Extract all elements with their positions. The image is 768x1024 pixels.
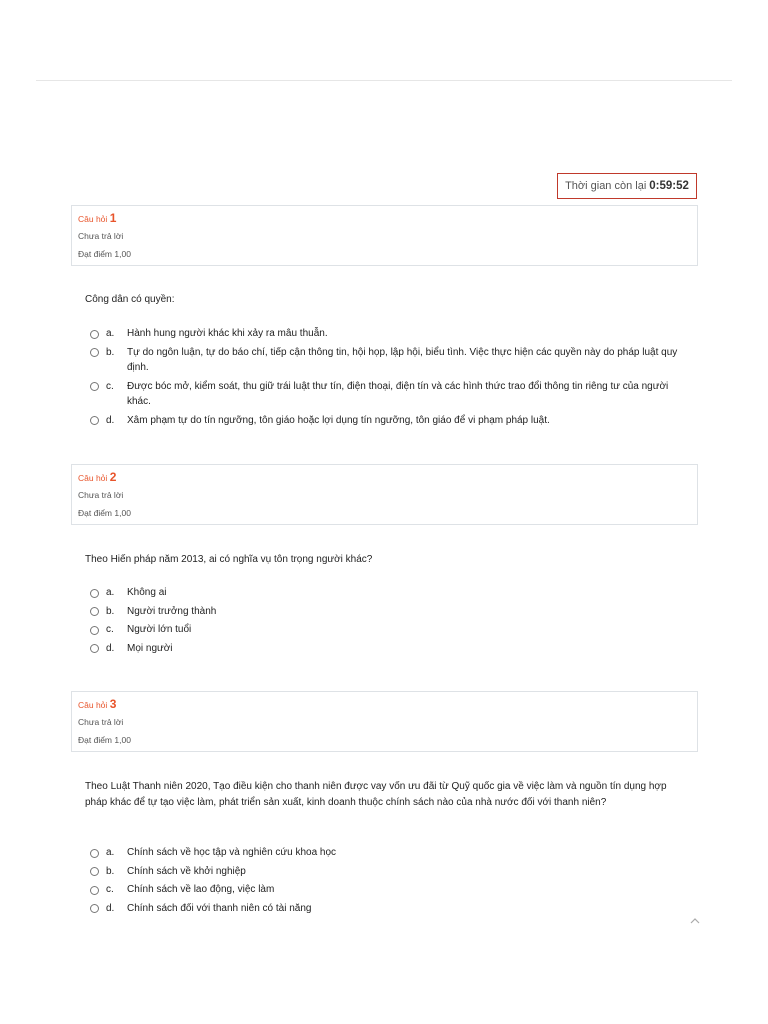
answer-option[interactable]: a. Không ai [90, 585, 690, 601]
answer-option[interactable]: b. Tự do ngôn luận, tự do báo chí, tiếp cận thông tin, hội họp, lập hội, biểu tình. Việc thực hiện các quyền này do pháp luật quy định. [90, 345, 690, 376]
answer-option[interactable]: a. Chính sách về học tập và nghiên cứu khoa học [90, 845, 690, 861]
timer-label: Thời gian còn lại [565, 180, 647, 192]
answer-option[interactable]: c. Chính sách về lao động, việc làm [90, 882, 690, 898]
question-state: Chưa trả lời [78, 490, 124, 500]
question-text-3: Theo Luật Thanh niên 2020, Tạo điều kiện cho thanh niên được vay vốn ưu đãi từ Quỹ quốc gia về việc làm và nguồn tín dụng hợp pháp khác để tự tạo việc làm, phát triển sản xuất, kinh doanh thuộc chính sách nào của nhà nước đối với thanh niên? [85, 781, 667, 808]
question-info-2 [71, 464, 698, 525]
answer-option[interactable]: b. Người trưởng thành [90, 604, 690, 620]
question-grade: Đạt điểm 1,00 [78, 735, 131, 745]
answer-option[interactable]: c. Được bóc mở, kiểm soát, thu giữ trái luật thư tín, điện thoại, điện tín và các hình thức trao đổi thông tin riêng tư của người khác. [90, 379, 690, 410]
question-info-1 [71, 205, 698, 266]
answer-list-3 [90, 845, 690, 919]
radio-button[interactable] [90, 330, 99, 339]
question-text-1: Công dân có quyền: [85, 294, 175, 305]
question-state: Chưa trả lời [78, 717, 124, 727]
answer-option[interactable]: d. Mọi người [90, 641, 690, 657]
quiz-timer [557, 173, 697, 199]
question-grade: Đạt điểm 1,00 [78, 249, 131, 259]
answer-option[interactable]: d. Xâm phạm tự do tín ngưỡng, tôn giáo hoặc lợi dụng tín ngưỡng, tôn giáo để vi phạm pháp luật. [90, 413, 690, 429]
answer-list-1 [90, 326, 690, 431]
timer-value: 0:59:52 [649, 180, 689, 192]
answer-option[interactable]: c. Người lớn tuổi [90, 622, 690, 638]
radio-button[interactable] [90, 416, 99, 425]
answer-list-2 [90, 585, 690, 659]
question-grade: Đạt điểm 1,00 [78, 508, 131, 518]
chevron-up-icon[interactable] [689, 916, 701, 926]
radio-button[interactable] [90, 626, 99, 635]
radio-button[interactable] [90, 904, 99, 913]
question-number: Câu hỏi 3 [78, 697, 117, 711]
question-number: Câu hỏi 2 [78, 470, 117, 484]
radio-button[interactable] [90, 589, 99, 598]
question-state: Chưa trả lời [78, 231, 124, 241]
radio-button[interactable] [90, 849, 99, 858]
answer-option[interactable]: b. Chính sách về khởi nghiệp [90, 864, 690, 880]
question-info-3 [71, 691, 698, 752]
answer-option[interactable]: d. Chính sách đối với thanh niên có tài năng [90, 901, 690, 917]
question-text-2: Theo Hiến pháp năm 2013, ai có nghĩa vụ tôn trọng người khác? [85, 554, 373, 565]
radio-button[interactable] [90, 348, 99, 357]
radio-button[interactable] [90, 867, 99, 876]
answer-option[interactable]: a. Hành hung người khác khi xảy ra mâu thuẫn. [90, 326, 690, 342]
radio-button[interactable] [90, 886, 99, 895]
radio-button[interactable] [90, 644, 99, 653]
radio-button[interactable] [90, 607, 99, 616]
header-divider [36, 80, 732, 81]
radio-button[interactable] [90, 382, 99, 391]
question-number: Câu hỏi 1 [78, 211, 117, 225]
